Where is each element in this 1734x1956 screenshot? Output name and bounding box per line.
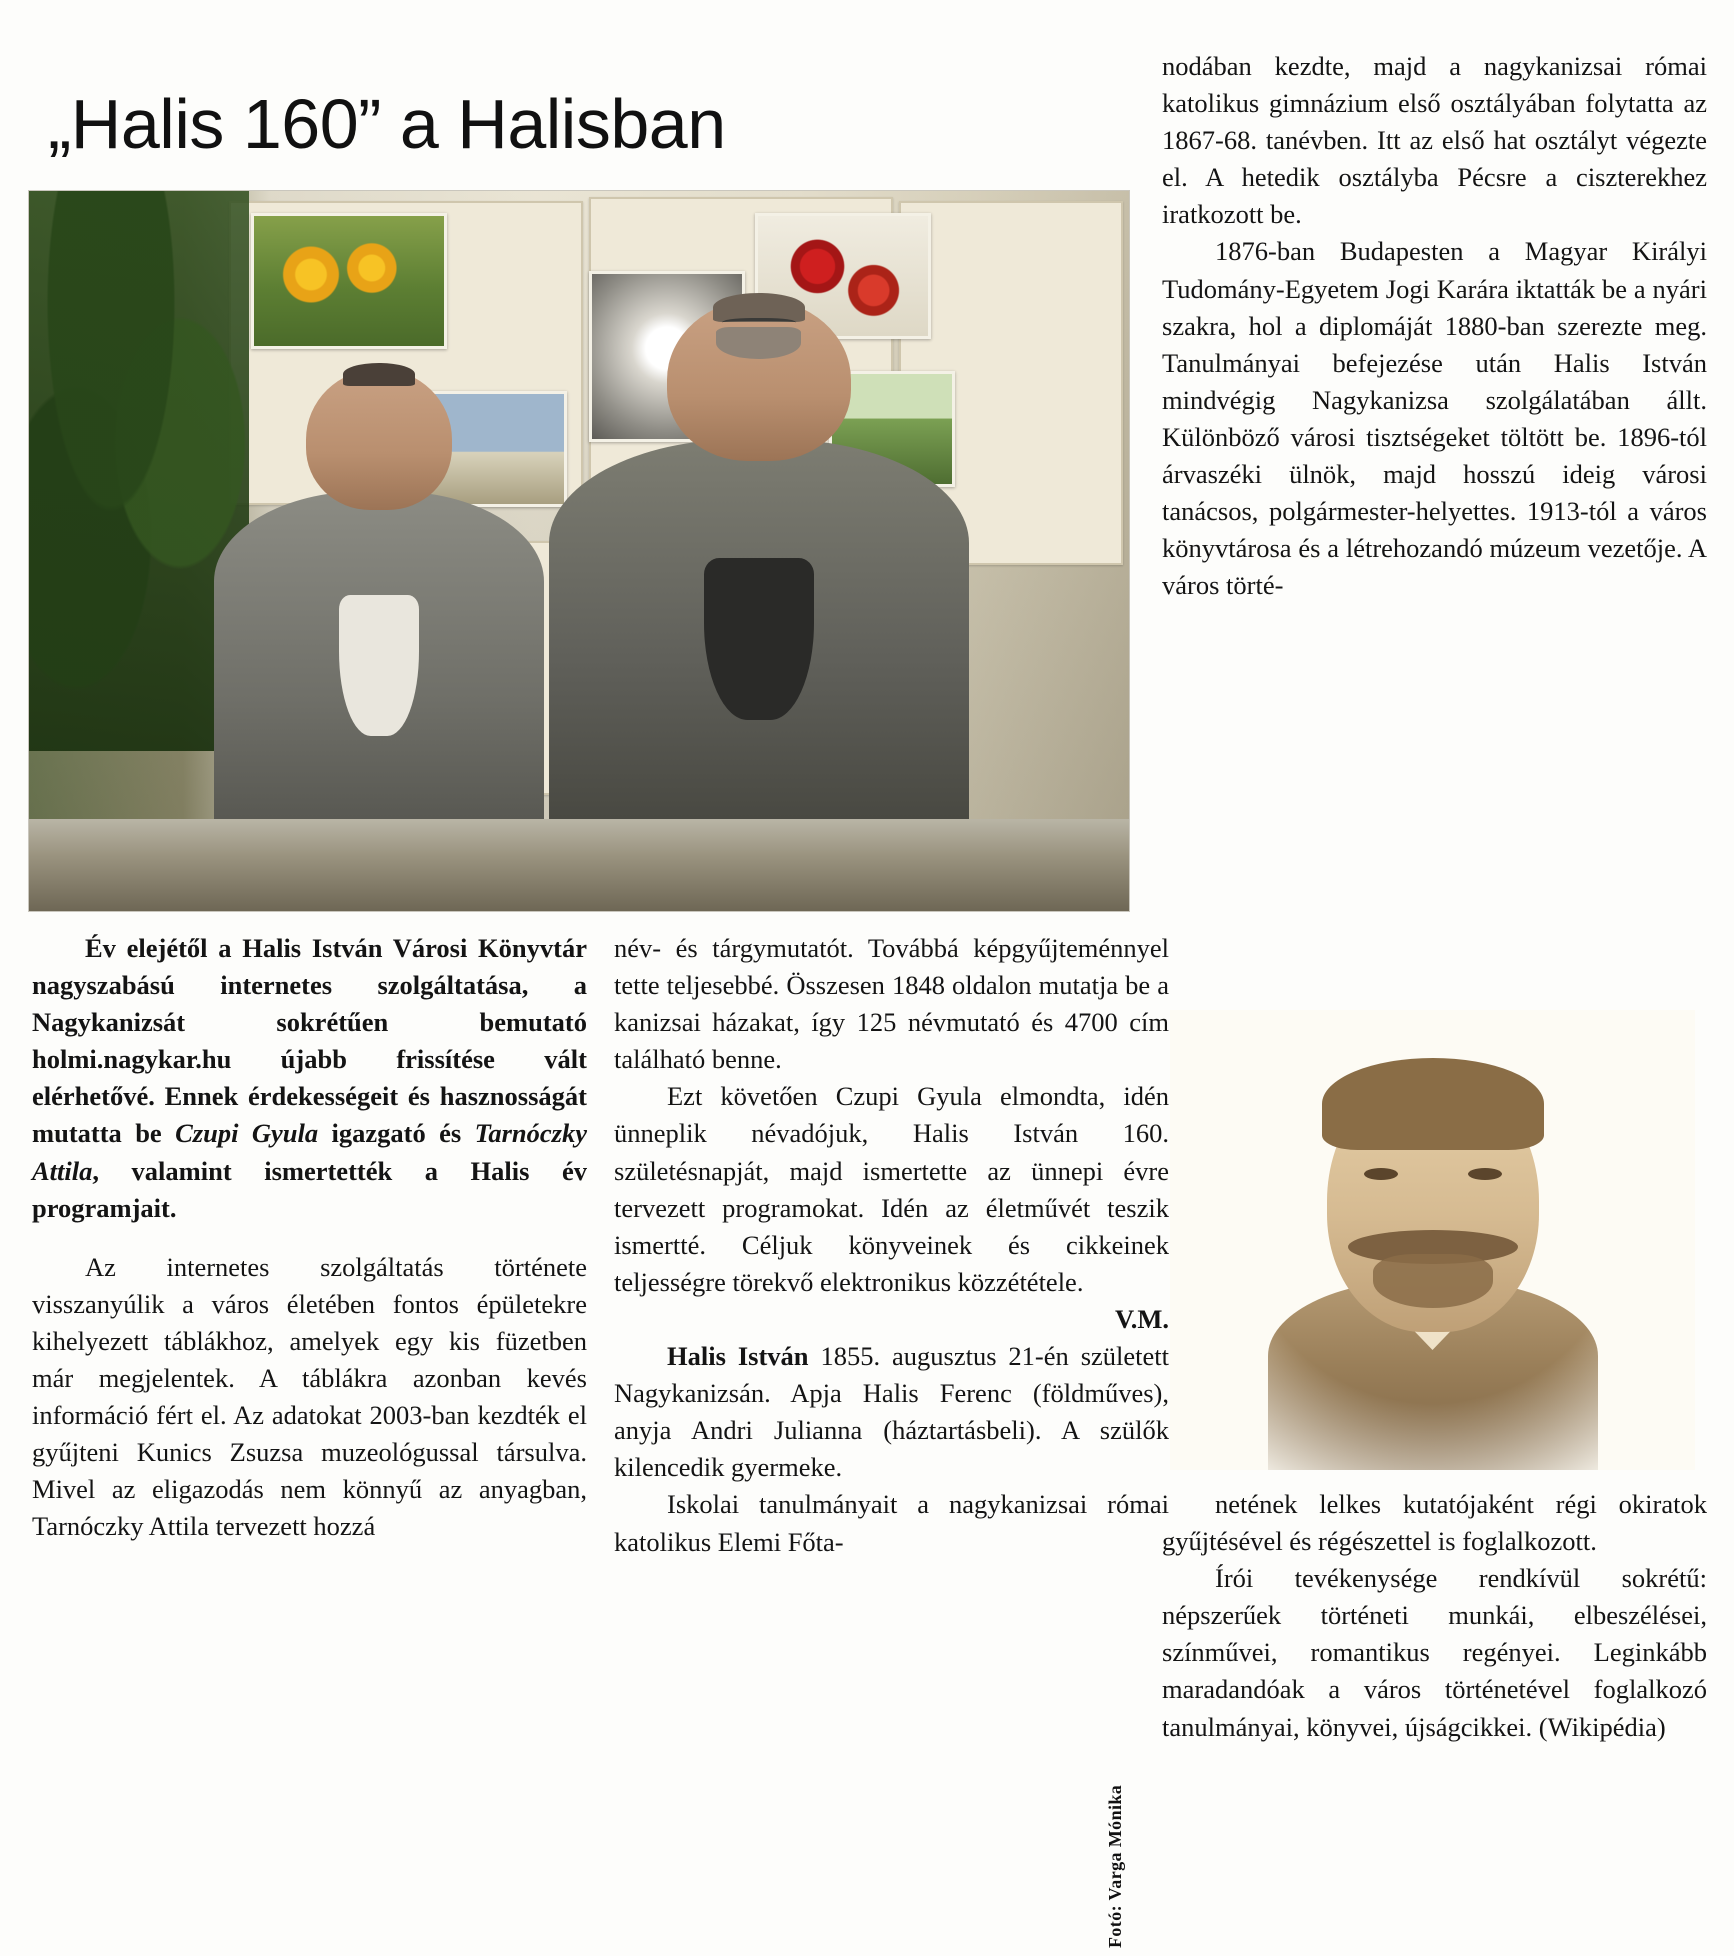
portrait-photo <box>1170 1010 1695 1470</box>
person-right-hair <box>713 293 805 322</box>
person-left-head <box>306 369 451 510</box>
col3-paragraph-1: nodában kezdte, majd a nagykanizsai római katolikus gimnázium első osztályában folytatta az 1867-68. tanévben. Itt az első hat osztályt végezte el. A hetedik osztályba Pécsre a ciszterekhez iratkozott be. <box>1162 51 1707 230</box>
photo-credit: Fotó: Varga Mónika <box>1105 1784 1125 1948</box>
column-3-lower <box>1162 1486 1707 1746</box>
person-left-shirt <box>339 595 418 736</box>
col3-paragraph-2: 1876-ban Budapesten a Magyar Királyi Tudomány-Egyetem Jogi Karára iktatták be a nyári szakra, hol a diplomáját 1880-ban szerezte meg. Tanulmányai befejezése után Halis István mindvégig Nagykanizsa szolgálatában állt. Különböző városi tisztségeket töltött be. 1896-tól árvaszéki ülnök, majd hosszú ideig városi tanácsos, polgármester-helyettes. 1913-tól a város könyvtárosa és a létrehozandó múzeum vezetője. A város törté- <box>1162 236 1707 601</box>
bio-subject-name: Halis István <box>667 1341 809 1372</box>
bio-subject-text: 1855. augusztus 21-én született Nagykanizsán. Apja Halis Ferenc (földműves), anyja Andri Julianna (háztartásbeli). A szülők kilencedik gyermeke. <box>614 1341 1169 1483</box>
article-photo <box>28 190 1130 912</box>
col2-paragraph-2: Ezt követően Czupi Gyula elmondta, idén ünneplik névadójuk, Halis István 160. születésnapját, majd ismertette az ünnepi évre tervezett programokat. Idén az életművét teszik ismertté. Céljuk könyveinek és cikkeinek teljességre törekvő elektronikus közzététele. <box>614 1081 1169 1297</box>
lead-text-3: , valamint ismertették a Halis év programjait. <box>32 1155 587 1223</box>
lead-paragraph <box>32 930 587 1227</box>
col1-paragraph-1: Az internetes szolgáltatás története visszanyúlik a város életében fontos épületekre kihelyezett táblákhoz, amelyek egy kis füzetben már megjelentek. A táblákra azonban kevés információ fért el. Az adatokat 2003-ban kezdték el gyűjteni Kunics Zsuzsa muzeológussal társulva. Mivel az eligazodás nem könnyű az anyagban, Tarnóczky Attila tervezett hozzá <box>32 1251 587 1542</box>
photo-sunflowers <box>251 213 447 349</box>
column-3-upper <box>1162 48 1707 604</box>
col2-bio-paragraph <box>614 1338 1169 1486</box>
person-left-hair <box>343 363 416 386</box>
person-right <box>549 299 969 839</box>
lead-text-1: Év elejétől a Halis István Városi Könyvtár nagyszabású internetes szolgáltatása, a Nagykanizsát sokrétűen bemutató holmi.nagykar.hu újabb frissítése vált elérhetővé. Ennek érdekességeit és hasznosságát mutatta be <box>32 933 587 1149</box>
person-right-beard <box>716 327 801 359</box>
person-right-head <box>667 299 852 461</box>
article-signature: V.M. <box>1115 1303 1169 1334</box>
col2-paragraph-1: név- és tárgymutatót. Továbbá képgyűjteménnyel tette teljesebbé. Összesen 1848 oldalon mutatja be a kanizsai házakat, így 125 névmutató és 4700 cím található benne. <box>614 933 1169 1075</box>
person-right-shirt <box>704 558 813 720</box>
page-title: „Halis 160” a Halisban <box>48 84 726 163</box>
column-1 <box>32 930 587 1546</box>
lead-text-2: igazgató és <box>318 1118 475 1149</box>
lead-name-2: Tarnóczky Attila <box>32 1118 588 1186</box>
portrait-vignette <box>1170 1010 1695 1470</box>
column-2 <box>614 930 1169 1561</box>
col3-paragraph-3: netének lelkes kutatójaként régi okiratok gyűjtésével és régészettel is foglalkozott. <box>1162 1489 1707 1557</box>
lead-name-1: Czupi Gyula <box>175 1118 319 1149</box>
table-surface <box>29 819 1129 911</box>
col3-paragraph-4: Írói tevékenysége rendkívül sokrétű: népszerűek történeti munkái, elbeszélései, színművei, romantikus regényei. Leginkább maradandóak a város történetével foglalkozó tanulmányai, könyvei, újságcikkei. (Wikipédia) <box>1162 1563 1707 1742</box>
paragraph-spacer <box>32 1227 587 1249</box>
person-left <box>214 369 544 839</box>
col2-paragraph-3: Iskolai tanulmányait a nagykanizsai római katolikus Elemi Főta- <box>614 1489 1169 1557</box>
